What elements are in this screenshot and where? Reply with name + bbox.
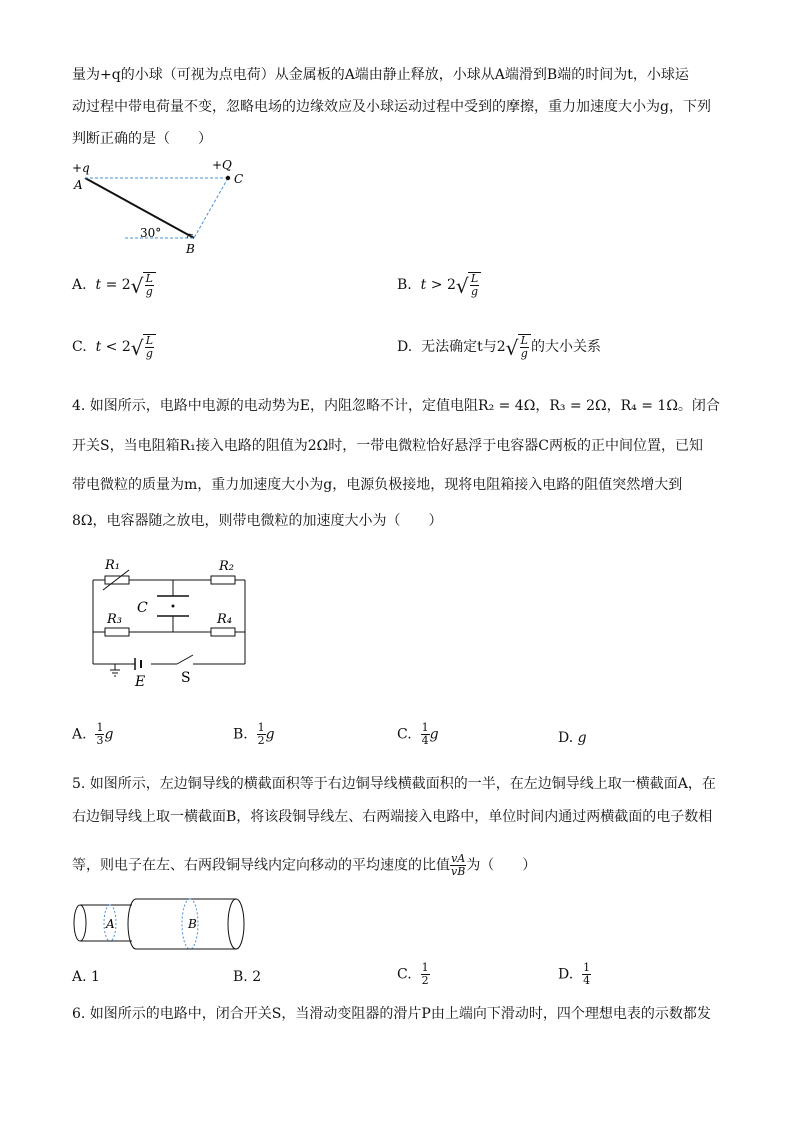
frac-denominator: g bbox=[470, 285, 479, 298]
frac-numerator: 1 bbox=[96, 721, 104, 734]
option-fraction bbox=[421, 962, 430, 987]
ratio-numerator: vA bbox=[451, 852, 466, 865]
q6-line-1: 6. 如图所示的电路中，闭合开关S，当滑动变阻器的滑片P由上端向下滑动时，四个理想电表的示数都发 bbox=[72, 1006, 711, 1022]
q3-line-1: 量为+q的小球（可视为点电荷）从金属板的A端由静止释放，小球从A端滑到B端的时间为t，小球运 bbox=[72, 67, 689, 83]
option-letter: A. bbox=[72, 277, 87, 293]
option-coefficient: 2 bbox=[121, 339, 131, 355]
q5-option-b[interactable] bbox=[233, 969, 261, 985]
label-capacitor: C bbox=[137, 600, 148, 616]
sqrt-expression: √ $\frac{L}{g}$ bbox=[456, 272, 481, 298]
label-point-a: A bbox=[74, 178, 83, 192]
option-letter: C. bbox=[72, 339, 87, 355]
frac-denominator: 4 bbox=[421, 734, 429, 747]
option-letter: A. bbox=[72, 969, 87, 985]
q4-line-2: 开关S，当电阻箱R₁接入电路的阻值为2Ω时，一带电微粒恰好悬浮于电容器C两板的正中间位置，已知 bbox=[72, 438, 703, 454]
resistor-r2 bbox=[211, 576, 235, 584]
sqrt-expression: √ $\frac{L}{g}$ bbox=[506, 334, 531, 360]
label-point-c: C bbox=[234, 172, 244, 186]
q3-option-a[interactable] bbox=[72, 272, 156, 298]
option-fraction bbox=[421, 722, 430, 747]
option-suffix: 的大小关系 bbox=[530, 339, 601, 355]
label-point-b: B bbox=[186, 242, 195, 255]
frac-numerator: L bbox=[520, 334, 528, 347]
label-r4: R₄ bbox=[217, 612, 232, 627]
option-tail: 1 bbox=[91, 969, 100, 985]
q3-line-3: 判断正确的是（ ） bbox=[72, 131, 212, 147]
frac-denominator: 3 bbox=[96, 734, 104, 747]
q4-circuit-diagram bbox=[85, 552, 255, 692]
q5-option-d[interactable] bbox=[558, 962, 591, 987]
sqrt-expression: √ $\frac{L}{g}$ bbox=[131, 334, 156, 360]
label-section-b: B bbox=[188, 917, 197, 931]
frac-numerator: 1 bbox=[583, 961, 591, 974]
option-tail: g bbox=[104, 726, 114, 743]
option-letter: A. bbox=[72, 726, 87, 743]
q3-line-2: 动过程中带电荷量不变，忽略电场的边缘效应及小球运动过程中受到的摩擦，重力加速度大小为g，下列 bbox=[72, 99, 711, 115]
frac-numerator: 1 bbox=[421, 721, 429, 734]
option-tail: g bbox=[429, 726, 439, 743]
option-tail: g bbox=[265, 726, 275, 743]
label-charge-c: +Q bbox=[212, 158, 232, 172]
q4-option-c[interactable] bbox=[397, 722, 439, 747]
q5-copper-wire-figure bbox=[70, 895, 250, 955]
label-section-a: A bbox=[106, 917, 115, 931]
resistor-r1 bbox=[105, 576, 129, 584]
option-tail: 2 bbox=[252, 969, 262, 985]
option-letter: B. bbox=[397, 277, 412, 293]
frac-denominator: 2 bbox=[421, 974, 429, 987]
label-emf: E bbox=[135, 674, 146, 690]
option-letter: C. bbox=[397, 966, 412, 983]
q4-line-1: 4. 如图所示，电路中电源的电动势为E，内阻忽略不计，定值电阻R₂ = 4Ω，R₃ = 2Ω，R₄ = 1Ω。闭合 bbox=[72, 398, 720, 414]
frac-denominator: g bbox=[520, 347, 528, 360]
q5-line-1: 5. 如图所示，左边铜导线的横截面积等于右边铜导线横截面积的一半，在左边铜导线上取一横截面A，在 bbox=[72, 776, 716, 792]
frac-denominator: 2 bbox=[257, 734, 265, 747]
resistor-r3 bbox=[105, 628, 129, 636]
option-letter: C. bbox=[397, 726, 412, 743]
option-fraction bbox=[257, 722, 266, 747]
frac-numerator: 1 bbox=[257, 721, 265, 734]
option-letter: D. bbox=[558, 966, 574, 983]
q4-option-b[interactable] bbox=[233, 722, 275, 747]
option-coefficient: 2 bbox=[496, 339, 506, 355]
frac-numerator: L bbox=[145, 272, 153, 285]
velocity-ratio bbox=[450, 853, 466, 878]
dashed-line-cb bbox=[194, 178, 228, 238]
label-switch: S bbox=[181, 670, 191, 686]
q5-line-3 bbox=[72, 853, 536, 878]
q3-option-d[interactable] bbox=[397, 334, 601, 360]
charged-particle bbox=[172, 605, 175, 608]
frac-numerator: L bbox=[470, 272, 479, 285]
option-relation: < bbox=[105, 339, 118, 355]
frac-denominator: g bbox=[145, 285, 153, 298]
option-prefix: 无法确定t与 bbox=[421, 339, 497, 355]
q5-option-a[interactable] bbox=[72, 969, 100, 985]
label-angle: 30° bbox=[140, 226, 162, 240]
option-coefficient: 2 bbox=[446, 277, 456, 293]
option-letter: D. bbox=[558, 730, 574, 746]
option-tail: g bbox=[577, 730, 587, 746]
option-lhs: t bbox=[420, 277, 427, 293]
option-lhs: t bbox=[95, 277, 102, 293]
frac-numerator: 1 bbox=[421, 961, 429, 974]
frac-numerator: L bbox=[145, 334, 154, 347]
label-r2: R₂ bbox=[219, 559, 234, 574]
q4-option-a[interactable] bbox=[72, 722, 113, 747]
q3-option-c[interactable] bbox=[72, 334, 156, 360]
q4-line-4: 8Ω，电容器随之放电，则带电微粒的加速度大小为（ ） bbox=[72, 513, 443, 529]
q5-option-c[interactable] bbox=[397, 962, 430, 987]
q4-line-3: 带电微粒的质量为m，重力加速度大小为g，电源负极接地，现将电阻箱接入电路的阻值突然增大到 bbox=[72, 477, 683, 493]
option-fraction bbox=[582, 962, 591, 987]
option-coefficient: 2 bbox=[121, 277, 131, 293]
point-charge-dot bbox=[226, 176, 230, 180]
frac-denominator: 4 bbox=[583, 974, 591, 987]
q3-option-b[interactable] bbox=[397, 272, 481, 298]
label-charge-a: +q bbox=[72, 161, 90, 175]
option-letter: D. bbox=[397, 339, 413, 355]
ratio-denominator: vB bbox=[451, 865, 466, 878]
q3-inclined-plate-figure bbox=[70, 155, 260, 255]
sqrt-expression: √ $\frac{L}{g}$ bbox=[131, 272, 156, 298]
q5-line-2: 右边铜导线上取一横截面B，将该段铜导线左、右两端接入电路中，单位时间内通过两横截面的电子数相 bbox=[72, 809, 713, 825]
switch-lever bbox=[177, 655, 193, 664]
label-r1: R₁ bbox=[105, 558, 120, 573]
resistor-r4 bbox=[211, 628, 235, 636]
frac-denominator: g bbox=[145, 347, 153, 360]
q5-line-3-tail: 为（ ） bbox=[466, 857, 537, 874]
q5-line-3-text: 等，则电子在左、右两段铜导线内定向移动的平均速度的比值 bbox=[72, 857, 450, 874]
q4-option-d[interactable] bbox=[558, 730, 587, 746]
option-letter: B. bbox=[233, 726, 248, 743]
label-r3: R₃ bbox=[107, 612, 122, 627]
option-relation: = bbox=[105, 277, 118, 293]
option-letter: B. bbox=[233, 969, 248, 985]
option-relation: > bbox=[430, 277, 443, 293]
option-lhs: t bbox=[95, 339, 102, 355]
